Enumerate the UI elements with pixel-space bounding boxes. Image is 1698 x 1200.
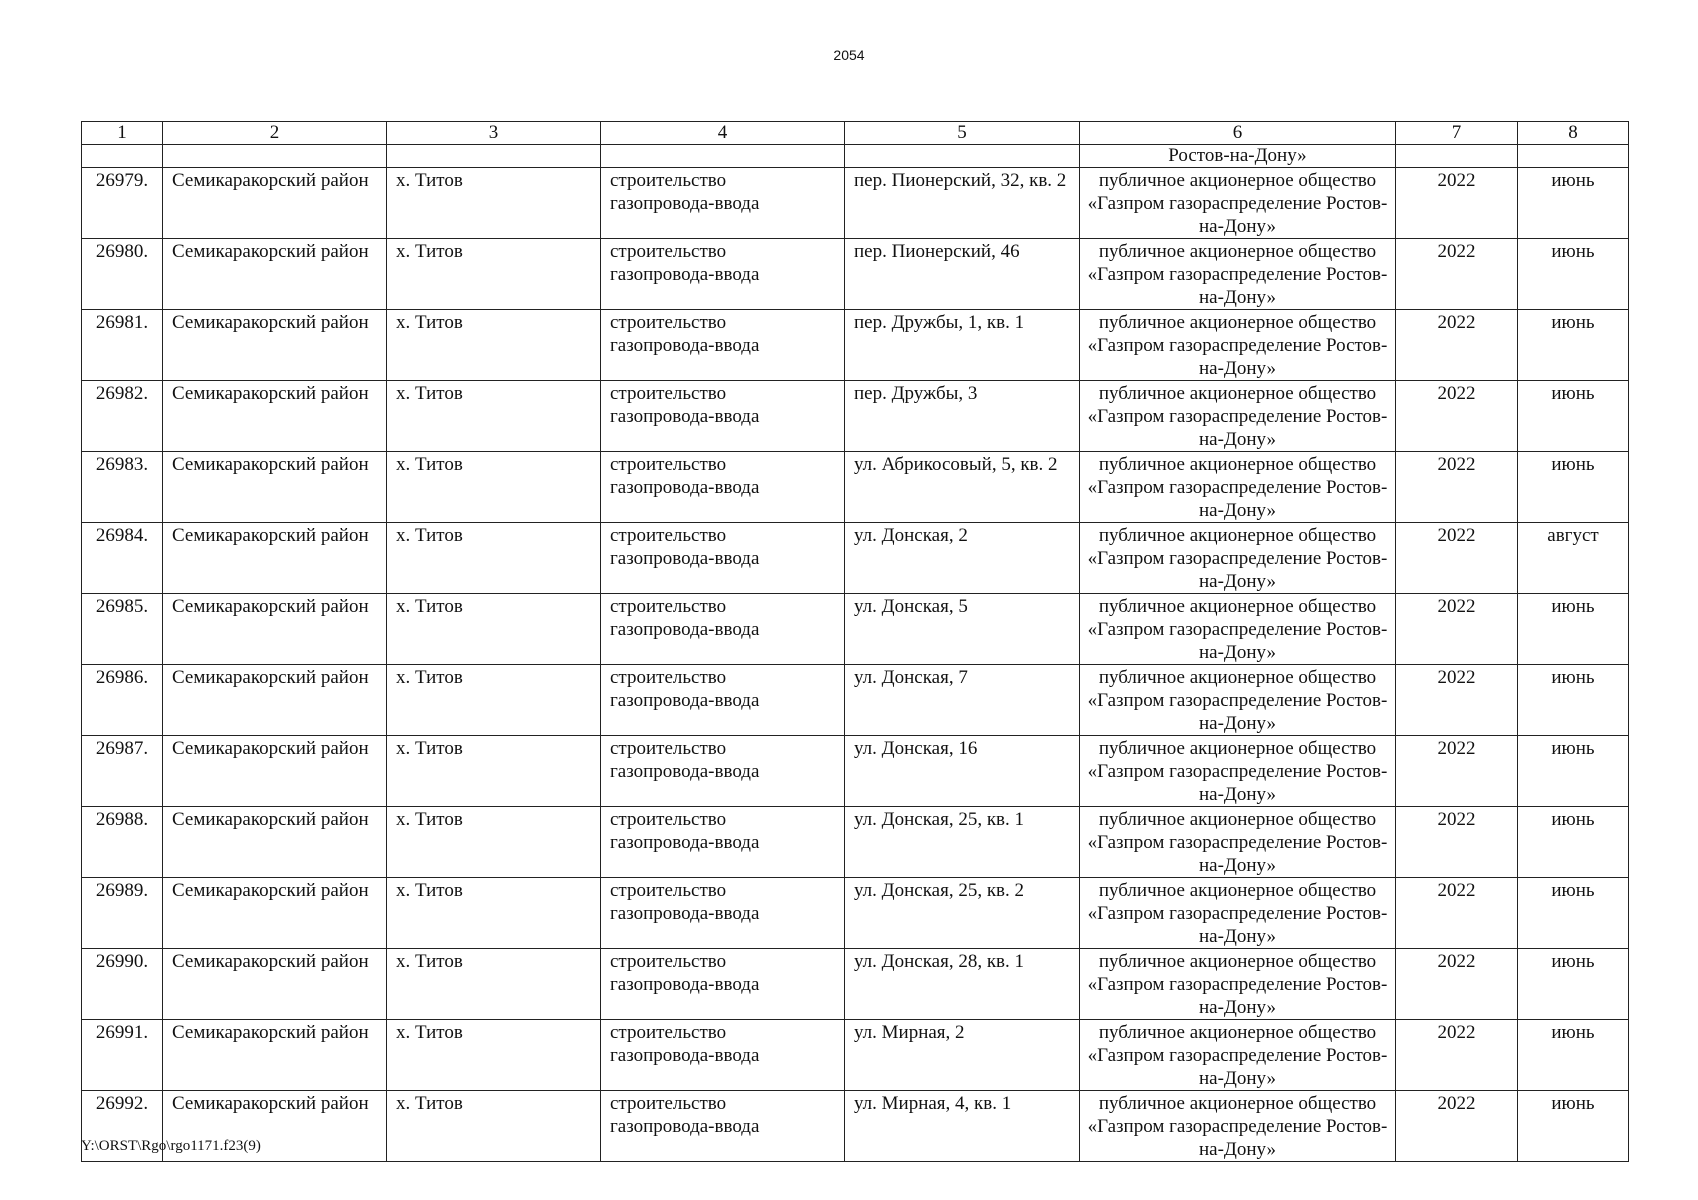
district-cell: Семикаракорский район <box>163 878 387 949</box>
table-row <box>82 949 1629 1020</box>
month-cell: июнь <box>1518 807 1629 878</box>
year-cell: 2022 <box>1396 665 1518 736</box>
year-cell: 2022 <box>1396 594 1518 665</box>
table-cell <box>82 145 163 168</box>
table-cell <box>1396 145 1518 168</box>
header-cell: 3 <box>387 122 601 145</box>
address-cell: ул. Донская, 16 <box>845 736 1080 807</box>
address-cell: ул. Донская, 25, кв. 2 <box>845 878 1080 949</box>
table-row <box>82 1020 1629 1091</box>
month-cell: июнь <box>1518 1091 1629 1162</box>
organization-cell: публичное акционерное общество «Газпром газораспределение Ростов-на-Дону» <box>1080 168 1396 239</box>
month-cell: июнь <box>1518 239 1629 310</box>
address-cell: пер. Пионерский, 32, кв. 2 <box>845 168 1080 239</box>
row-number-cell: 26983. <box>82 452 163 523</box>
work-type-cell: строительство газопровода-ввода <box>601 239 845 310</box>
settlement-cell: х. Титов <box>387 736 601 807</box>
table-container <box>81 121 1628 1162</box>
table-cell <box>387 145 601 168</box>
settlement-cell: х. Титов <box>387 665 601 736</box>
header-cell: 5 <box>845 122 1080 145</box>
header-cell: 6 <box>1080 122 1396 145</box>
work-type-cell: строительство газопровода-ввода <box>601 665 845 736</box>
year-cell: 2022 <box>1396 310 1518 381</box>
settlement-cell: х. Титов <box>387 239 601 310</box>
district-cell: Семикаракорский район <box>163 949 387 1020</box>
address-cell: пер. Дружбы, 1, кв. 1 <box>845 310 1080 381</box>
settlement-cell: х. Титов <box>387 310 601 381</box>
work-type-cell: строительство газопровода-ввода <box>601 452 845 523</box>
table-row <box>82 239 1629 310</box>
header-cell: 8 <box>1518 122 1629 145</box>
month-cell: июнь <box>1518 452 1629 523</box>
year-cell: 2022 <box>1396 381 1518 452</box>
settlement-cell: х. Титов <box>387 381 601 452</box>
district-cell: Семикаракорский район <box>163 381 387 452</box>
organization-cell: публичное акционерное общество «Газпром газораспределение Ростов-на-Дону» <box>1080 878 1396 949</box>
district-cell: Семикаракорский район <box>163 523 387 594</box>
district-cell: Семикаракорский район <box>163 665 387 736</box>
year-cell: 2022 <box>1396 1020 1518 1091</box>
settlement-cell: х. Титов <box>387 878 601 949</box>
year-cell: 2022 <box>1396 807 1518 878</box>
row-number-cell: 26984. <box>82 523 163 594</box>
month-cell: июнь <box>1518 949 1629 1020</box>
row-number-cell: 26989. <box>82 878 163 949</box>
year-cell: 2022 <box>1396 452 1518 523</box>
header-cell: 4 <box>601 122 845 145</box>
district-cell: Семикаракорский район <box>163 1091 387 1162</box>
work-type-cell: строительство газопровода-ввода <box>601 594 845 665</box>
address-cell: ул. Мирная, 4, кв. 1 <box>845 1091 1080 1162</box>
table-row <box>82 594 1629 665</box>
table-row <box>82 310 1629 381</box>
work-type-cell: строительство газопровода-ввода <box>601 310 845 381</box>
table-row <box>82 878 1629 949</box>
table-cell <box>601 145 845 168</box>
work-type-cell: строительство газопровода-ввода <box>601 736 845 807</box>
work-type-cell: строительство газопровода-ввода <box>601 1020 845 1091</box>
table-row <box>82 736 1629 807</box>
settlement-cell: х. Титов <box>387 949 601 1020</box>
organization-cell: публичное акционерное общество «Газпром газораспределение Ростов-на-Дону» <box>1080 736 1396 807</box>
row-number-cell: 26986. <box>82 665 163 736</box>
row-number-cell: 26992. <box>82 1091 163 1162</box>
table-row <box>82 452 1629 523</box>
district-cell: Семикаракорский район <box>163 452 387 523</box>
organization-cell: публичное акционерное общество «Газпром газораспределение Ростов-на-Дону» <box>1080 1091 1396 1162</box>
address-cell: ул. Донская, 25, кв. 1 <box>845 807 1080 878</box>
year-cell: 2022 <box>1396 523 1518 594</box>
organization-cell: публичное акционерное общество «Газпром газораспределение Ростов-на-Дону» <box>1080 523 1396 594</box>
row-number-cell: 26980. <box>82 239 163 310</box>
month-cell: август <box>1518 523 1629 594</box>
address-cell: ул. Мирная, 2 <box>845 1020 1080 1091</box>
work-type-cell: строительство газопровода-ввода <box>601 381 845 452</box>
month-cell: июнь <box>1518 168 1629 239</box>
year-cell: 2022 <box>1396 168 1518 239</box>
year-cell: 2022 <box>1396 878 1518 949</box>
table-row <box>82 665 1629 736</box>
header-cell: 2 <box>163 122 387 145</box>
row-number-cell: 26985. <box>82 594 163 665</box>
year-cell: 2022 <box>1396 1091 1518 1162</box>
settlement-cell: х. Титов <box>387 1091 601 1162</box>
row-number-cell: 26982. <box>82 381 163 452</box>
organization-cell: публичное акционерное общество «Газпром газораспределение Ростов-на-Дону» <box>1080 665 1396 736</box>
district-cell: Семикаракорский район <box>163 168 387 239</box>
organization-cell: публичное акционерное общество «Газпром газораспределение Ростов-на-Дону» <box>1080 949 1396 1020</box>
organization-cell: публичное акционерное общество «Газпром газораспределение Ростов-на-Дону» <box>1080 594 1396 665</box>
address-cell: ул. Абрикосовый, 5, кв. 2 <box>845 452 1080 523</box>
month-cell: июнь <box>1518 1020 1629 1091</box>
address-cell: ул. Донская, 5 <box>845 594 1080 665</box>
file-path-footer: Y:\ORST\Rgo\rgo1171.f23(9) <box>81 1138 261 1154</box>
settlement-cell: х. Титов <box>387 168 601 239</box>
year-cell: 2022 <box>1396 949 1518 1020</box>
settlement-cell: х. Титов <box>387 1020 601 1091</box>
settlement-cell: х. Титов <box>387 594 601 665</box>
organization-cell: публичное акционерное общество «Газпром газораспределение Ростов-на-Дону» <box>1080 381 1396 452</box>
data-table <box>81 121 1629 1162</box>
organization-cell: публичное акционерное общество «Газпром газораспределение Ростов-на-Дону» <box>1080 239 1396 310</box>
address-cell: пер. Пионерский, 46 <box>845 239 1080 310</box>
work-type-cell: строительство газопровода-ввода <box>601 523 845 594</box>
month-cell: июнь <box>1518 310 1629 381</box>
table-cell <box>845 145 1080 168</box>
district-cell: Семикаракорский район <box>163 594 387 665</box>
organization-cell: публичное акционерное общество «Газпром газораспределение Ростов-на-Дону» <box>1080 310 1396 381</box>
page-number: 2054 <box>833 47 865 63</box>
table-row <box>82 168 1629 239</box>
work-type-cell: строительство газопровода-ввода <box>601 878 845 949</box>
organization-cell: публичное акционерное общество «Газпром газораспределение Ростов-на-Дону» <box>1080 452 1396 523</box>
district-cell: Семикаракорский район <box>163 239 387 310</box>
address-cell: ул. Донская, 7 <box>845 665 1080 736</box>
table-cell <box>1518 145 1629 168</box>
work-type-cell: строительство газопровода-ввода <box>601 949 845 1020</box>
year-cell: 2022 <box>1396 736 1518 807</box>
month-cell: июнь <box>1518 665 1629 736</box>
table-row <box>82 807 1629 878</box>
district-cell: Семикаракорский район <box>163 1020 387 1091</box>
continuation-row <box>82 145 1629 168</box>
table-row <box>82 1091 1629 1162</box>
organization-cell: публичное акционерное общество «Газпром газораспределение Ростов-на-Дону» <box>1080 807 1396 878</box>
month-cell: июнь <box>1518 594 1629 665</box>
district-cell: Семикаракорский район <box>163 310 387 381</box>
row-number-cell: 26979. <box>82 168 163 239</box>
table-row <box>82 523 1629 594</box>
district-cell: Семикаракорский район <box>163 736 387 807</box>
work-type-cell: строительство газопровода-ввода <box>601 1091 845 1162</box>
month-cell: июнь <box>1518 878 1629 949</box>
row-number-cell: 26991. <box>82 1020 163 1091</box>
year-cell: 2022 <box>1396 239 1518 310</box>
address-cell: пер. Дружбы, 3 <box>845 381 1080 452</box>
work-type-cell: строительство газопровода-ввода <box>601 168 845 239</box>
month-cell: июнь <box>1518 381 1629 452</box>
table-cell: Ростов-на-Дону» <box>1080 145 1396 168</box>
row-number-cell: 26988. <box>82 807 163 878</box>
table-cell <box>163 145 387 168</box>
district-cell: Семикаракорский район <box>163 807 387 878</box>
settlement-cell: х. Титов <box>387 452 601 523</box>
address-cell: ул. Донская, 28, кв. 1 <box>845 949 1080 1020</box>
row-number-cell: 26990. <box>82 949 163 1020</box>
address-cell: ул. Донская, 2 <box>845 523 1080 594</box>
settlement-cell: х. Титов <box>387 523 601 594</box>
header-cell: 1 <box>82 122 163 145</box>
month-cell: июнь <box>1518 736 1629 807</box>
header-row <box>82 122 1629 145</box>
work-type-cell: строительство газопровода-ввода <box>601 807 845 878</box>
settlement-cell: х. Титов <box>387 807 601 878</box>
row-number-cell: 26981. <box>82 310 163 381</box>
table-row <box>82 381 1629 452</box>
row-number-cell: 26987. <box>82 736 163 807</box>
organization-cell: публичное акционерное общество «Газпром газораспределение Ростов-на-Дону» <box>1080 1020 1396 1091</box>
header-cell: 7 <box>1396 122 1518 145</box>
